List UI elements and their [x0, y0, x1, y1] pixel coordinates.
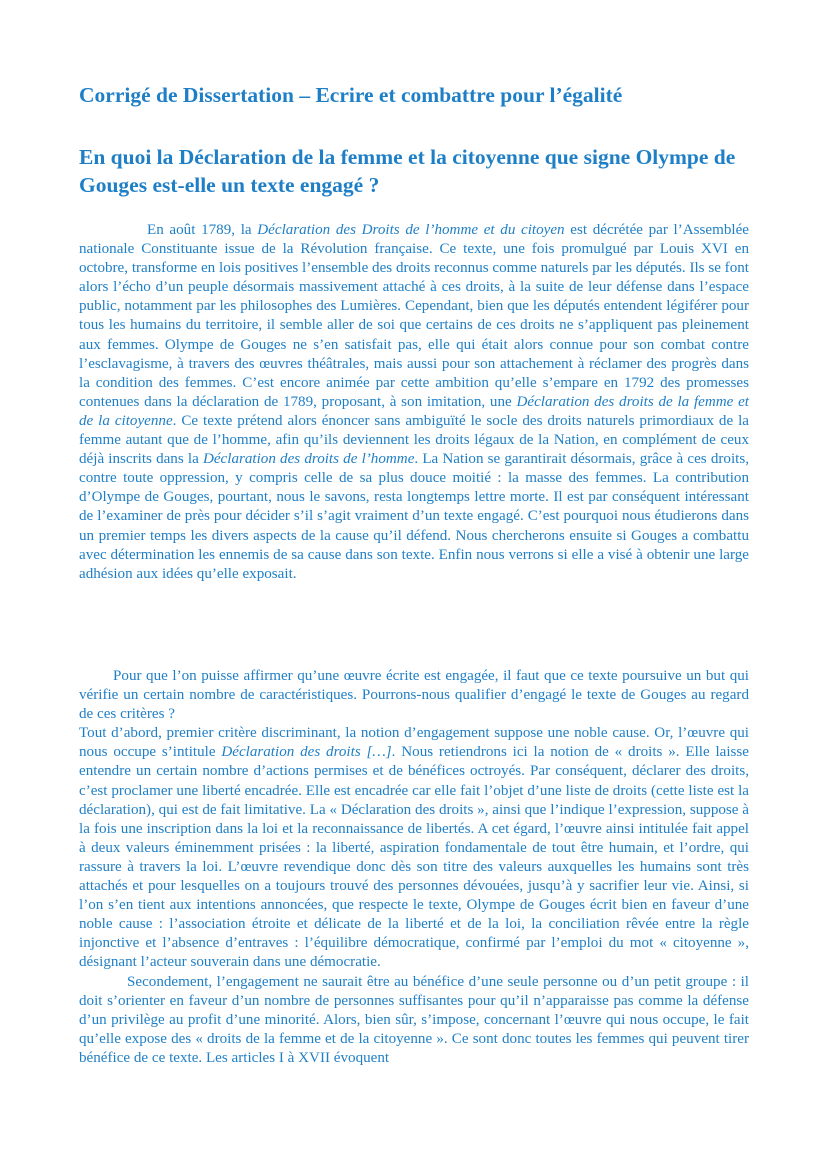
second-criterion-paragraph: Secondement, l’engagement ne saurait être au bénéfice d’une seule personne ou d’un petit groupe : il doit s’orienter en faveur d’un nombre de personnes suffisantes pour qu’il n’apparaisse pas comme la défense d’un privilège au profit d’une minorité. Alors, bien sûr, s’impose, concernant l’œuvre qui nous occupe, le fait qu’elle expose des « droits de la femme et de la citoyenne ». Ce sont donc toutes les femmes qui peuvent tirer bénéfice de ce texte. Les articles I à XVII évoquent: [79, 973, 749, 1066]
first-criterion-paragraph: [79, 724, 749, 972]
intro-text-4: . La Nation se garantirait désormais, grâce à ces droits, contre toute oppression, y compris celle de sa plus douce moitié : la masse des femmes. La contribution d’Olympe de Gouges, pourtant, nous le savons, resta longtemps lettre morte. Il est par conséquent intéressant de l’examiner de près pour décider s’il s’agit vraiment d’un texte engagé. C’est pourquoi nous étudierons dans un premier temps les divers aspects de la cause qu’il défend. Nous chercherons ensuite si Gouges a combattu avec détermination les ennemis de sa cause dans son texte. Enfin nous verrons si elle a visé à obtenir une large adhésion aux idées qu’elle exposait.: [79, 451, 749, 582]
intro-text-3: . Ce texte prétend alors énoncer sans ambiguïté le socle des droits naturels primordiaux de la femme autant que de l’homme, afin qu’ils deviennent les droits légaux de la Nation, en complément de ceux déjà inscrits dans la: [79, 412, 749, 468]
first-criterion-title: Déclaration des droits […]: [221, 744, 392, 761]
intro-text-1: En août 1789, la: [147, 222, 258, 238]
intro-title-ddhc: Déclaration des Droits de l’homme et du citoyen: [257, 222, 565, 238]
dissertation-question: En quoi la Déclaration de la femme et la citoyenne que signe Olympe de Gouges est-elle un texte engagé ?: [79, 145, 736, 197]
introduction-paragraph: [79, 221, 749, 584]
first-criterion-text-1: Tout d’abord, premier critère discriminant, la notion d’engagement suppose une noble cause. Or, l’œuvre qui nous occupe s’intitule: [79, 725, 749, 761]
intro-text-2: est décrétée par l’Assemblée nationale Constituante issue de la Révolution française. Ce texte, une fois promulgué par Louis XVI en octobre, transforme en lois positives l’ensemble des droits reconnus comme naturels par les députés. Ils se font alors l’écho d’un peuple désormais massivement attaché à ces droits, à la suite de leur défense dans l’espace public, notamment par les philosophes des Lumières. Cependant, bien que les députés entendent légiférer pour tous les humains du territoire, il semble aller de soi que certains de ces droits ne s’appliquent pas pleinement aux femmes. Olympe de Gouges ne s’en satisfait pas, elle qui était alors connue pour son combat contre l’esclavagisme, à travers des œuvres théâtrales, mais aussi pour son attachement à réclamer des progrès dans la condition des femmes. C’est encore animée par cette ambition qu’elle s’empare en 1792 des promesses contenues dans la déclaration de 1789, proposant, à son imitation, une: [79, 222, 750, 410]
part-one-opening-paragraph: Pour que l’on puisse affirmer qu’une œuvre écrite est engagée, il faut que ce texte poursuive un but qui vérifie un certain nombre de caractéristiques. Pourrons-nous qualifier d’engagé le texte de Gouges au regard de ces critères ?: [79, 668, 749, 723]
first-criterion-text-2: . Nous retiendrons ici la notion de « droits ». Elle laisse entendre un certain nombre d’actions permises et de bénéfices octroyés. Par conséquent, déclarer des droits, c’est proclamer une liberté encadrée. Elle est encadrée car elle fait l’objet d’une liste de droits (cette liste est la déclaration), qui est de fait limitative. La « Déclaration des droits », ainsi que l’indique l’expression, suppose à la fois une inscription dans la loi et la reconnaissance de libertés. A cet égard, l’œuvre ainsi intitulée fait appel à deux valeurs éminemment prisées : la liberté, aspiration fondamentale de tout être humain, et l’ordre, qui rassure à travers la loi. L’œuvre revendique donc dès son titre des valeurs auxquelles les humains sont très attachés et pour lesquelles on a toujours trouvé des personnes dévouées, jusqu’à y sacrifier leur vie. Ainsi, si l’on s’en tient aux intentions annoncées, que respecte le texte, Olympe de Gouges écrit bien en faveur d’une noble cause : l’association étroite et délicate de la liberté et de la loi, la conciliation rêvée entre la règle injonctive et l’absence d’entraves : l’équilibre démocratique, confirmé par l’emploi du mot « citoyenne », désignant l’acteur souverain dans une démocratie.: [79, 744, 750, 971]
intro-title-ddfc: Déclaration des droits de la femme et de la citoyenne: [79, 393, 749, 429]
intro-title-ddh: Déclaration des droits de l’homme: [202, 451, 415, 468]
part-one: [79, 667, 749, 1068]
page-title: Corrigé de Dissertation – Ecrire et combattre pour l’égalité: [79, 83, 623, 107]
